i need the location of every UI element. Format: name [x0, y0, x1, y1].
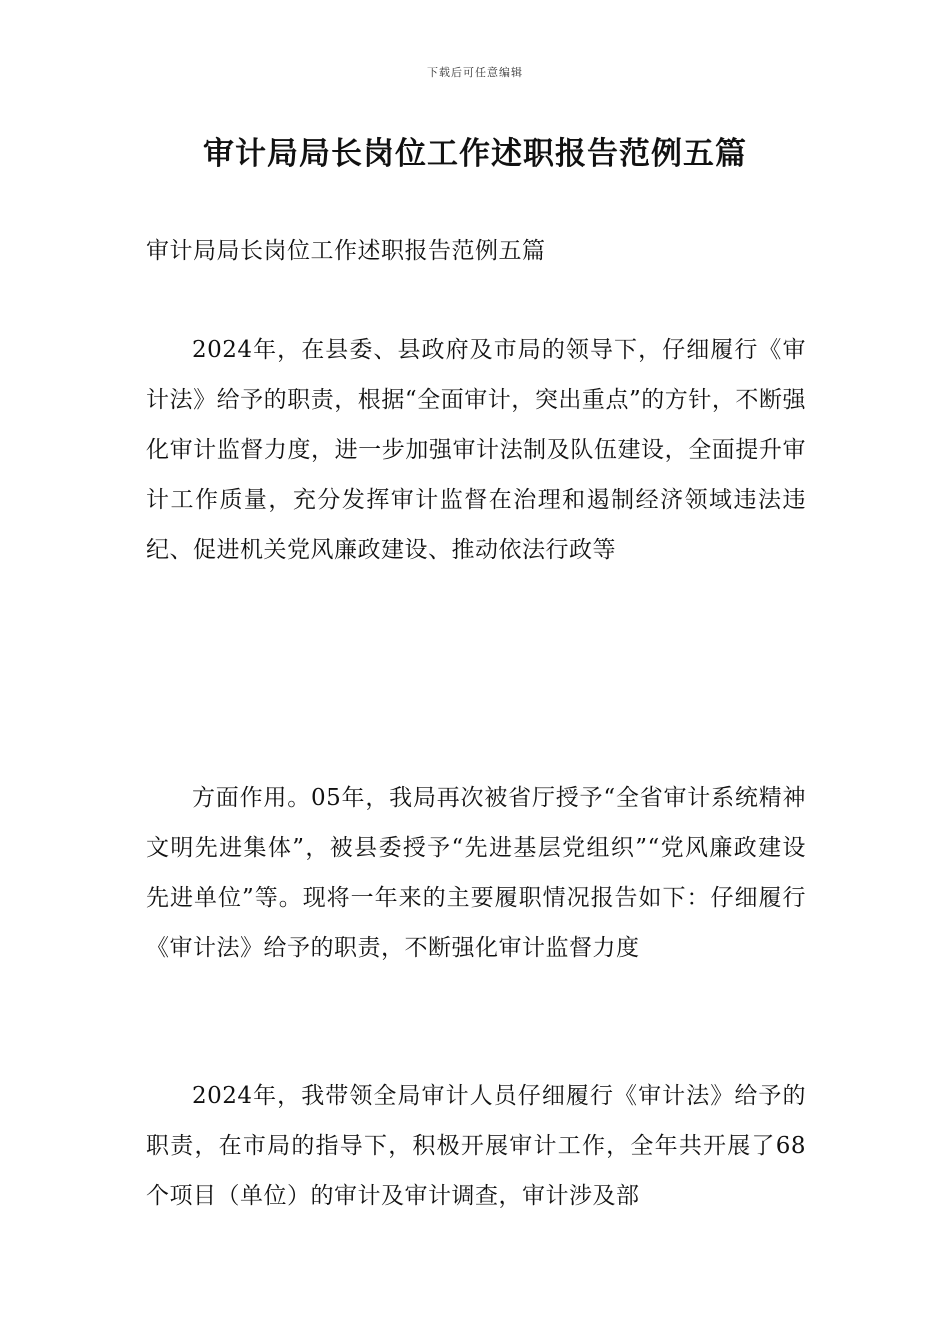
body-paragraph-3: 2024年，我带领全局审计人员仔细履行《审计法》给予的职责，在市局的指导下，积极开展审计工作，全年共开展了68个项目（单位）的审计及审计调查，审计涉及部 — [146, 1083, 806, 1209]
body-paragraph-2: 方面作用。05年，我局再次被省厅授予“全省审计系统精神文明先进集体”，被县委授予“先进基层党组织”“党风廉政建设先进单位”等。现将一年来的主要履职情况报告如下：仔细履行《审计法》给予的职责，不断强化审计监督力度 — [146, 785, 806, 961]
body-paragraph-1: 2024年，在县委、县政府及市局的领导下，仔细履行《审计法》给予的职责，根据“全面审计，突出重点”的方针，不断强化审计监督力度，进一步加强审计法制及队伍建设，全面提升审计工作质量，充分发挥审计监督在治理和遏制经济领域违法违纪、促进机关党风廉政建设、推动依法行政等 — [146, 337, 806, 563]
document-subtitle: 审计局局长岗位工作述职报告范例五篇 — [146, 238, 546, 264]
header-note: 下载后可任意编辑 — [427, 66, 523, 79]
document-title: 审计局局长岗位工作述职报告范例五篇 — [203, 136, 747, 172]
